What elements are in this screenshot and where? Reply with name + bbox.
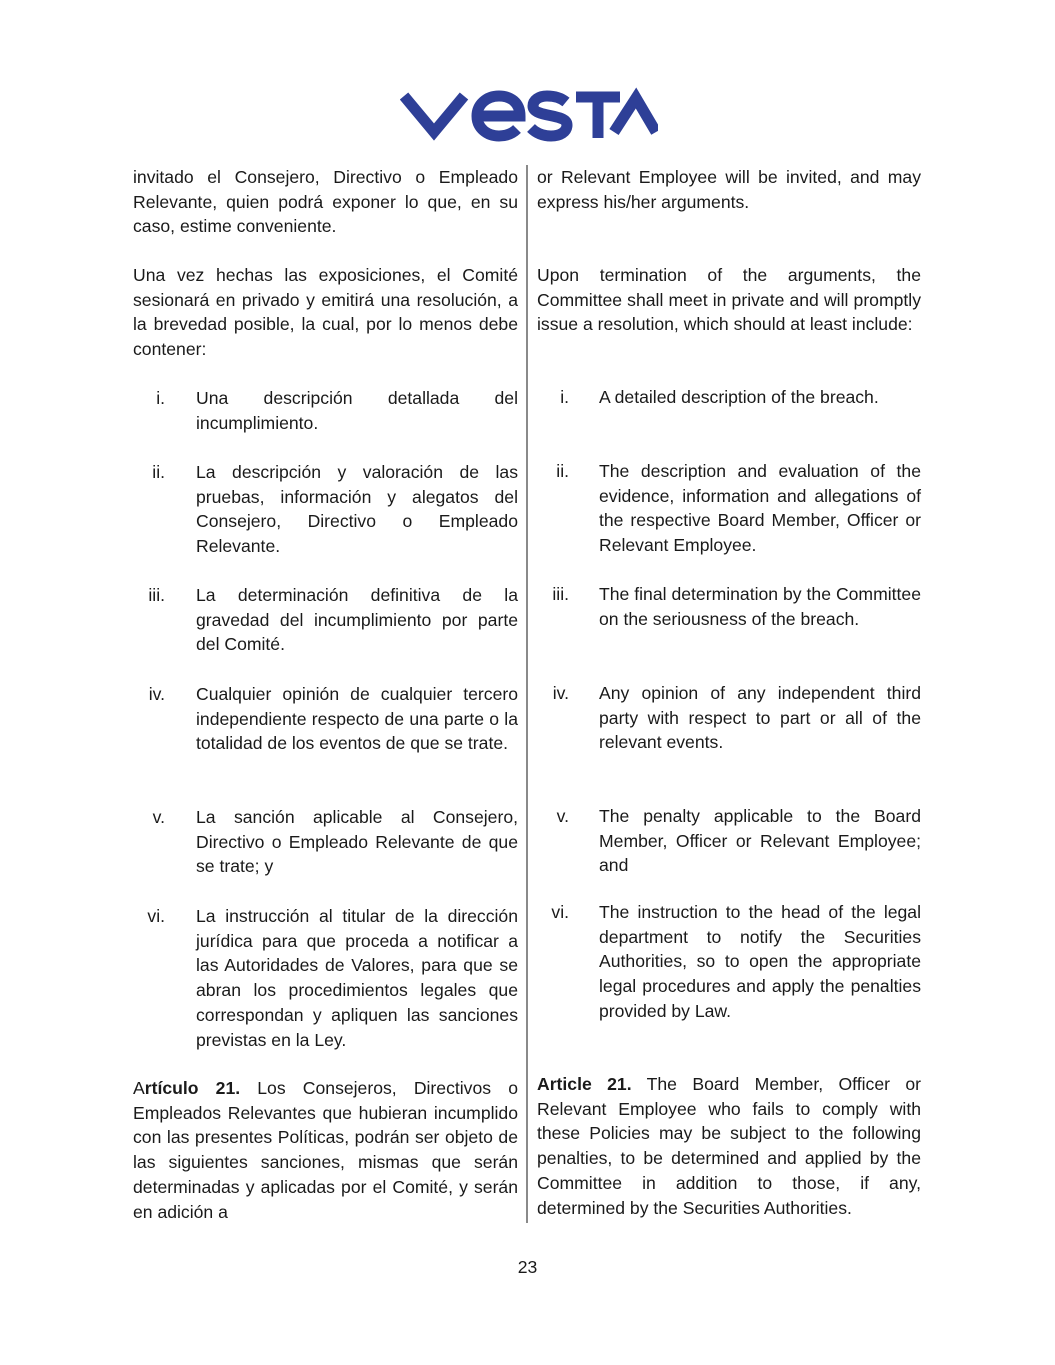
list-item-number: v. (152, 807, 165, 827)
list-item-number: iv. (552, 683, 569, 703)
list-item-text: The final determination by the Committee on the seriousness of the breach. (599, 584, 921, 629)
left-intro-paragraph-2: Una vez hechas las exposiciones, el Comité sesionará en privado y emitirá una resolución, a la brevedad posible, la cual, por lo menos debe contener: (133, 265, 518, 360)
right-intro-paragraph-2: Upon termination of the arguments, the Committee shall meet in private and will promptly issue a resolution, which should at least include: (537, 265, 921, 335)
list-item-text: La sanción aplicable al Consejero, Directivo o Empleado Relevante de que se trate; y (196, 807, 518, 877)
list-item-text: Cualquier opinión de cualquier tercero independiente respecto de una parte o la totalidad de los eventos de que se trate. (196, 684, 518, 754)
list-item-number: iv. (148, 684, 165, 704)
left-intro-paragraph-1: invitado el Consejero, Directivo o Empleado Relevante, quien podrá exponer lo que, en su caso, estime conveniente. (133, 167, 518, 237)
right-intro-paragraph-1: or Relevant Employee will be invited, and may express his/her arguments. (537, 167, 921, 212)
article-prefix: A (133, 1078, 145, 1098)
vesta-logo-icon (400, 84, 658, 142)
list-item-text: Una descripción detallada del incumplimiento. (196, 388, 518, 433)
list-item-text: La descripción y valoración de las pruebas, información y alegatos del Consejero, Directivo o Empleado Relevante. (196, 462, 518, 557)
list-item-number: i. (156, 388, 165, 408)
left-article-21 (133, 1076, 518, 1224)
list-item-text: The description and evaluation of the evidence, information and allegations of the respective Board Member, Officer or Relevant Employee. (599, 461, 921, 556)
list-item-number: i. (560, 387, 569, 407)
list-item-number: ii. (152, 462, 165, 482)
vesta-logo (400, 84, 658, 142)
article-body: The Board Member, Officer or Relevant Employee who fails to comply with these Policies may be subject to the following penalties, to be determined and applied by the Committee in addition to those, if any, determined by the Securities Authorities. (537, 1074, 921, 1218)
list-item-number: vi. (147, 906, 165, 926)
column-divider (526, 165, 528, 1223)
list-item-text: The penalty applicable to the Board Member, Officer or Relevant Employee; and (599, 806, 921, 876)
page-number: 23 (517, 1257, 538, 1277)
list-item-number: iii. (148, 585, 165, 605)
list-item-text: The instruction to the head of the legal department to notify the Securities Authorities, so to open the appropriate legal procedures and apply the penalties provided by Law. (599, 902, 921, 1021)
list-item-text: Any opinion of any independent third party with respect to part or all of the relevant events. (599, 683, 921, 753)
list-item-number: v. (556, 806, 569, 826)
list-item-text: La determinación definitiva de la gravedad del incumplimiento por parte del Comité. (196, 585, 518, 655)
right-article-21 (537, 1072, 921, 1220)
list-item-number: vi. (551, 902, 569, 922)
article-body: Los Consejeros, Directivos o Empleados Relevantes que hubieran incumplido con las presentes Políticas, podrán ser objeto de las siguientes sanciones, mismas que serán determinadas y aplicadas por el Comité, y serán en adición a (133, 1078, 518, 1222)
article-heading: rtículo 21. (144, 1078, 241, 1098)
list-item-number: iii. (552, 584, 569, 604)
article-heading: Article 21. (537, 1074, 632, 1094)
list-item-number: ii. (556, 461, 569, 481)
list-item-text: A detailed description of the breach. (599, 387, 879, 407)
list-item-text: La instrucción al titular de la dirección jurídica para que proceda a notificar a las Autoridades de Valores, para que se abran los procedimientos legales que correspondan y apliquen las sanciones previstas en la Ley. (196, 906, 518, 1050)
